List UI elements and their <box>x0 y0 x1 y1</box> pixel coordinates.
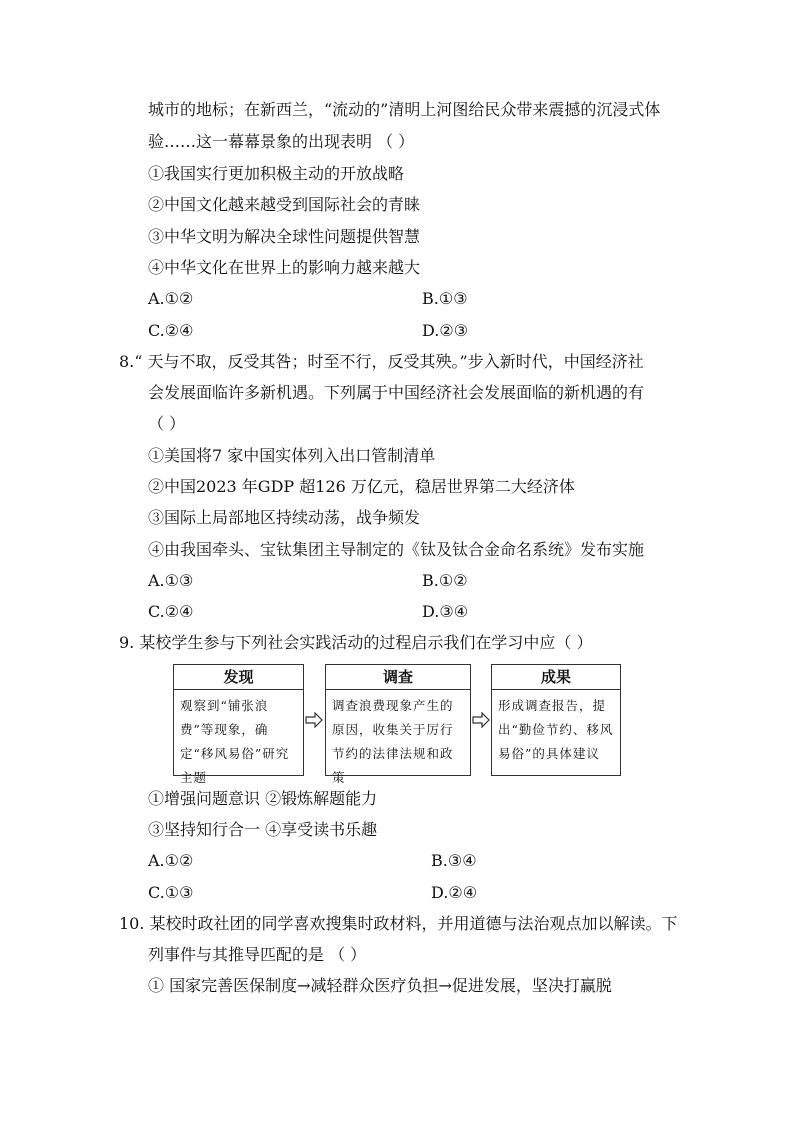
q9-option-b: B.③④ <box>431 851 477 870</box>
q8-option-b: B.①② <box>422 571 468 590</box>
q7-item-2: ②中国文化越来越受到国际社会的青睐 <box>148 195 421 214</box>
q7-option-c: C.②④ <box>148 321 194 340</box>
q8-item-3: ③国际上局部地区持续动荡，战争频发 <box>148 508 421 527</box>
q8-option-d: D.③④ <box>422 602 469 621</box>
arrow-right-icon <box>472 712 490 728</box>
q7-option-b: B.①③ <box>422 289 468 308</box>
q9-option-c: C.①③ <box>148 883 194 902</box>
flow-box-result <box>491 664 621 776</box>
flow-box-investigate <box>325 664 471 785</box>
flow-body-investigate: 调查浪费现象产生的原因，收集关于厉行节约的法律法规和政策 <box>332 698 454 785</box>
q9-items-line-1: ①增强问题意识 ②锻炼解题能力 <box>148 789 378 808</box>
arrow-right-icon <box>305 712 323 728</box>
flow-title-discover: 发现 <box>174 665 303 690</box>
q9-items-line-2: ③坚持知行合一 ④享受读书乐趣 <box>148 820 378 839</box>
q8-item-1: ①美国将7 家中国实体列入出口管制清单 <box>148 446 436 465</box>
q10-stem-line-1: 10. 某校时政社团的同学喜欢搜集时政材料，并用道德与法治观点加以解读。下 <box>119 914 678 933</box>
q9-option-d: D.②④ <box>431 883 478 902</box>
q7-item-3: ③中华文明为解决全球性问题提供智慧 <box>148 227 421 246</box>
q7-option-d: D.②③ <box>422 321 469 340</box>
q8-stem-line-3: （ ） <box>148 414 186 433</box>
q7-stem-line-2: 验……这一幕幕景象的出现表明 （ ） <box>148 132 415 151</box>
q8-stem-line-2: 会发展面临许多新机遇。下列属于中国经济社会发展面临的新机遇的有 <box>148 383 645 402</box>
q7-option-a: A.①② <box>148 289 194 308</box>
flow-body-result: 形成调查报告，提出“勤俭节约、移风易俗”的具体建议 <box>498 698 614 761</box>
q7-item-4: ④中华文化在世界上的影响力越来越大 <box>148 258 421 277</box>
q8-item-2: ②中国2023 年GDP 超126 万亿元，稳居世界第二大经济体 <box>148 477 575 496</box>
q7-item-1: ①我国实行更加积极主动的开放战略 <box>148 164 405 183</box>
q8-item-4: ④由我国牵头、宝钛集团主导制定的《钛及钛合金命名系统》发布实施 <box>148 540 645 559</box>
flow-title-result: 成果 <box>492 665 620 690</box>
flow-body-discover: 观察到“铺张浪费”等现象，确定“移风易俗”研究主题 <box>180 698 290 785</box>
flow-title-investigate: 调查 <box>326 665 470 690</box>
q7-stem-line-1: 城市的地标；在新西兰，“流动的”清明上河图给民众带来震撼的沉浸式体 <box>148 100 661 119</box>
q8-stem-line-1: 8.“ 天与不取，反受其咎；时至不行，反受其殃。”步入新时代，中国经济社 <box>119 352 644 371</box>
q10-stem-line-2: 列事件与其推导匹配的是 （ ） <box>148 945 367 964</box>
q10-item-1: ① 国家完善医保制度→减轻群众医疗负担→促进发展，坚决打赢脱 <box>148 976 612 995</box>
q8-option-a: A.①③ <box>148 571 194 590</box>
q9-option-a: A.①② <box>148 851 194 870</box>
q9-stem: 9. 某校学生参与下列社会实践活动的过程启示我们在学习中应（ ） <box>119 633 593 652</box>
q8-option-c: C.②④ <box>148 602 194 621</box>
flow-box-discover <box>173 664 304 785</box>
